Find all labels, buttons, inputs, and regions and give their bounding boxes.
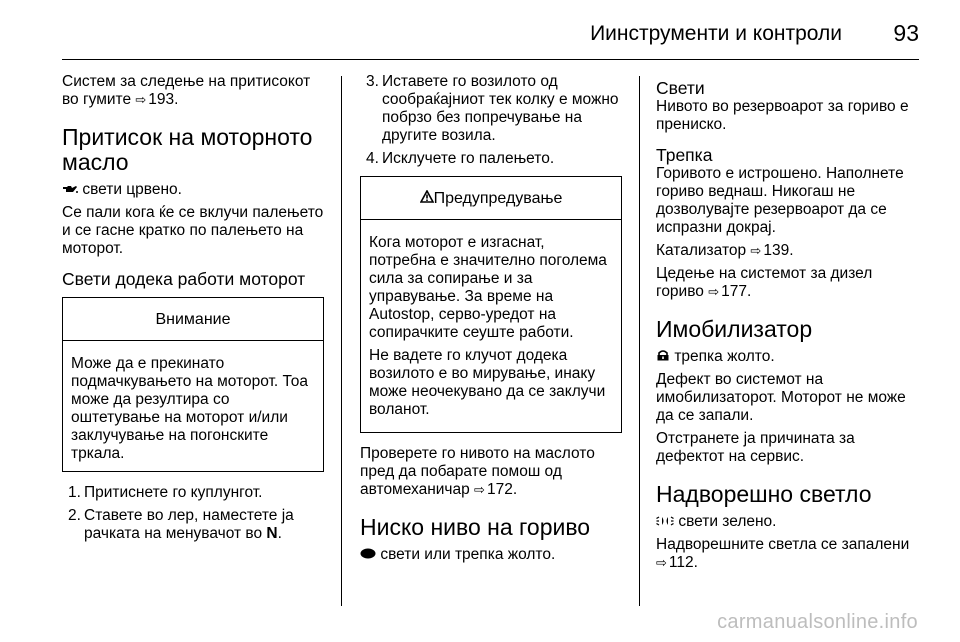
steps-list-continued (360, 73, 622, 168)
oil-description: Се пали кога ќе се вклучи палењето и се гасне кратко по палењето на моторот. (62, 204, 324, 257)
page-number: 93 (893, 20, 919, 46)
immobilizer-fault: Дефект во системот на имобилизаторот. Моторот не може да се запали. (656, 371, 906, 424)
diesel-paragraph: Цедење на системот за дизел гориво ⇨ 177. (656, 265, 873, 300)
tpms-ref-link[interactable]: 193. (148, 91, 179, 108)
notice-text: Може да е прекинато подмачкувањето на моторот. Тоа може да резултира со оштетување на моторот и/или заклучување на погонските тркала. (71, 355, 309, 462)
fuel-pump-icon (360, 546, 376, 564)
watermark: carmanualsonline.info (717, 611, 918, 633)
notice-box (62, 297, 324, 472)
fuel-status-line: свети или трепка жолто. (360, 546, 622, 564)
immobilizer-status-line: трепка жолто. (656, 348, 924, 366)
immobilizer-fix: Отстранете ја причината за дефектот на сервис. (656, 430, 855, 465)
xref-arrow-icon: ⇨ (656, 555, 667, 570)
flash-text: Горивото е истрошено. Наполнете гориво веднаш. Никогаш не дозволувајте резервоарот да се испразни докрај. (656, 165, 904, 236)
column-middle (360, 73, 622, 569)
gear-neutral-symbol: N (266, 525, 278, 542)
steps-list (62, 484, 324, 543)
column-divider (341, 76, 342, 606)
lit-heading: Свети (656, 78, 705, 98)
lit-text: Нивото во резервоарот за гориво е прениско. (656, 98, 909, 133)
oil-ref-link[interactable]: 172. (486, 481, 518, 498)
check-oil-paragraph: Проверете го нивото на маслото пред да побарате помош од автомеханичар ⇨ 172. (360, 445, 595, 498)
low-fuel-heading: Ниско ниво на гориво (360, 514, 591, 540)
exterior-status-line: свети зелено. (656, 513, 924, 531)
warning-title: Предупредување (433, 190, 563, 207)
immobilizer-heading: Имобилизатор (656, 316, 813, 342)
oil-can-icon (62, 181, 78, 199)
diesel-ref-link[interactable]: 177. (721, 283, 752, 300)
column-left (62, 73, 324, 548)
page-header (0, 0, 960, 58)
oil-pressure-heading: Притисок на моторното масло (62, 124, 313, 175)
warning-paragraph: Не вадете го клучот додека возилото е во мирување, инаку може неочекувано да се заклучи воланот. (369, 347, 606, 418)
oil-status-line: свети црвено. (62, 181, 324, 199)
xref-arrow-icon: ⇨ (474, 482, 485, 497)
flash-heading: Трепка (656, 145, 713, 165)
tpms-paragraph: Систем за следење на притисокот во гумите ⇨ 193. (62, 73, 311, 108)
warning-box (360, 176, 622, 433)
exterior-light-paragraph: Надворешните светла се запалени ⇨ 112. (656, 536, 910, 571)
catalyst-ref-link[interactable]: 139. (763, 242, 794, 259)
exterior-ref-link[interactable]: 112. (668, 554, 698, 571)
column-divider (639, 76, 640, 606)
xref-arrow-icon: ⇨ (708, 284, 720, 299)
immobilizer-icon (656, 348, 670, 366)
warning-paragraph: Кога моторот е изгаснат, потребна е значително поголема сила за сопирање и за управување. За време на Autostop, серво-уредот на сопирачките сеуште работи. (369, 234, 607, 341)
warning-body (361, 220, 621, 432)
header-title: Иинструменти и контроли (590, 22, 842, 45)
list-item: 4. Исклучете го палењето. (366, 150, 555, 167)
exterior-light-icon (656, 513, 674, 531)
warning-triangle-icon (420, 190, 434, 208)
catalyst-paragraph: Катализатор ⇨ 139. (656, 242, 794, 259)
header-rule (62, 59, 919, 60)
exterior-light-heading: Надворешно светло (656, 481, 872, 507)
xref-arrow-icon: ⇨ (135, 92, 147, 107)
notice-title: Внимание (63, 298, 323, 341)
list-item: 2. Ставете во лер, наместете ја рачката на менувачот во N. (68, 507, 294, 542)
xref-arrow-icon: ⇨ (750, 243, 762, 258)
list-item: 3. Иставете го возилото од сообраќајниот тек колку е можно побрзо без попречување на другите возила. (366, 73, 619, 144)
warning-header (361, 177, 621, 220)
column-right (656, 73, 924, 577)
running-heading: Свети додека работи моторот (62, 269, 306, 289)
list-item: 1. Притиснете го куплунгот. (68, 484, 263, 501)
